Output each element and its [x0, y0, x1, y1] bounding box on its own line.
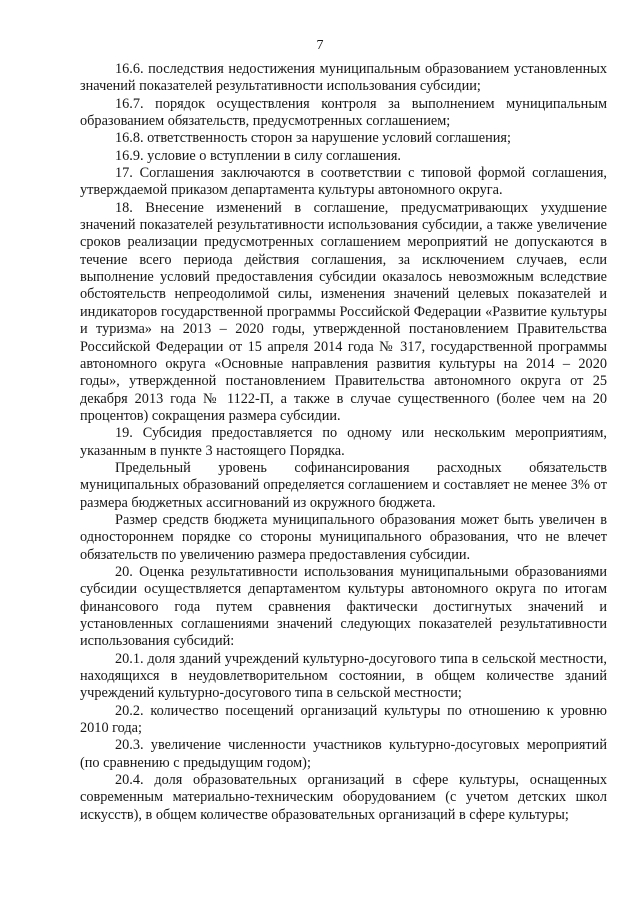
document-body [80, 61, 607, 824]
paragraph-16-7: 16.7. порядок осуществления контроля за выполнением муниципальным образованием обязательств, предусмотренных соглашением; [80, 95, 607, 130]
paragraph-18: 18. Внесение изменений в соглашение, предусматривающих ухудшение значений показателей результативности использования субсидии, а также увеличение сроков реализации предусмотренных соглашением мероприятий не допускаются в течение всего периода действия соглашения, за исключением случаев, если выполнение условий предоставления субсидии оказалось невозможным вследствие обстоятельств непреодолимой силы, изменения значений целевых показателей и индикаторов государственной программы Российской Федерации «Развитие культуры и туризма» на 2013 – 2020 годы, утвержденной постановлением Правительства Российской Федерации от 15 апреля 2014 года № 317, государственной программы автономного округа «Основные направления развития культуры на 2014 – 2020 годы», утвержденной постановлением Правительства автономного округа от 25 декабря 2013 года № 1122-П, а также в случае существенного (более чем на 20 процентов) сокращения размера субсидии. [80, 199, 607, 424]
paragraph-16-9: 16.9. условие о вступлении в силу соглашения. [115, 147, 401, 164]
page-number: 7 [316, 38, 324, 53]
paragraph-20-3: 20.3. увеличение численности участников культурно-досуговых мероприятий (по сравнению с предыдущим годом); [80, 737, 607, 771]
paragraph-municipal-budget: Размер средств бюджета муниципального образования может быть увеличен в одностороннем порядке со стороны муниципального образования, что не влечет обязательств по увеличению размера предоставления субсидии. [80, 511, 607, 563]
paragraph-17: 17. Соглашения заключаются в соответствии с типовой формой соглашения, утверждаемой приказом департамента культуры автономного округа. [80, 165, 607, 199]
paragraph-20-4: 20.4. доля образовательных организаций в сфере культуры, оснащенных современным материально-техническим оборудованием (с учетом детских школ искусств), в общем количестве образовательных организаций в сфере культуры; [80, 772, 607, 823]
paragraph-16-6: 16.6. последствия недостижения муниципальным образованием установленных значений показателей результативности использования субсидии; [80, 61, 607, 95]
paragraph-20-2: 20.2. количество посещений организаций культуры по отношению к уровню 2010 года; [80, 702, 607, 737]
paragraph-16-8: 16.8. ответственность сторон за нарушение условий соглашения; [115, 130, 511, 147]
paragraph-19: 19. Субсидия предоставляется по одному или нескольким мероприятиям, указанным в пункте 3 настоящего Порядка. [80, 425, 607, 459]
paragraph-20-1: 20.1. доля зданий учреждений культурно-досугового типа в сельской местности, находящихся в неудовлетворительном состоянии, в общем количестве зданий учреждений культурно-досугового типа в сельской местности; [80, 650, 607, 702]
paragraph-20: 20. Оценка результативности использования муниципальными образованиями субсидии осуществляется департаментом культуры автономного округа по итогам финансового года путем сравнения фактически достигнутых значений и установленных соглашениями значений следующих показателей результативности использования субсидий: [80, 563, 607, 650]
paragraph-cofinancing-level: Предельный уровень софинансирования расходных обязательств муниципальных образований определяется соглашением и составляет не менее 3% от размера бюджетных ассигнований из окружного бюджета. [80, 459, 607, 511]
